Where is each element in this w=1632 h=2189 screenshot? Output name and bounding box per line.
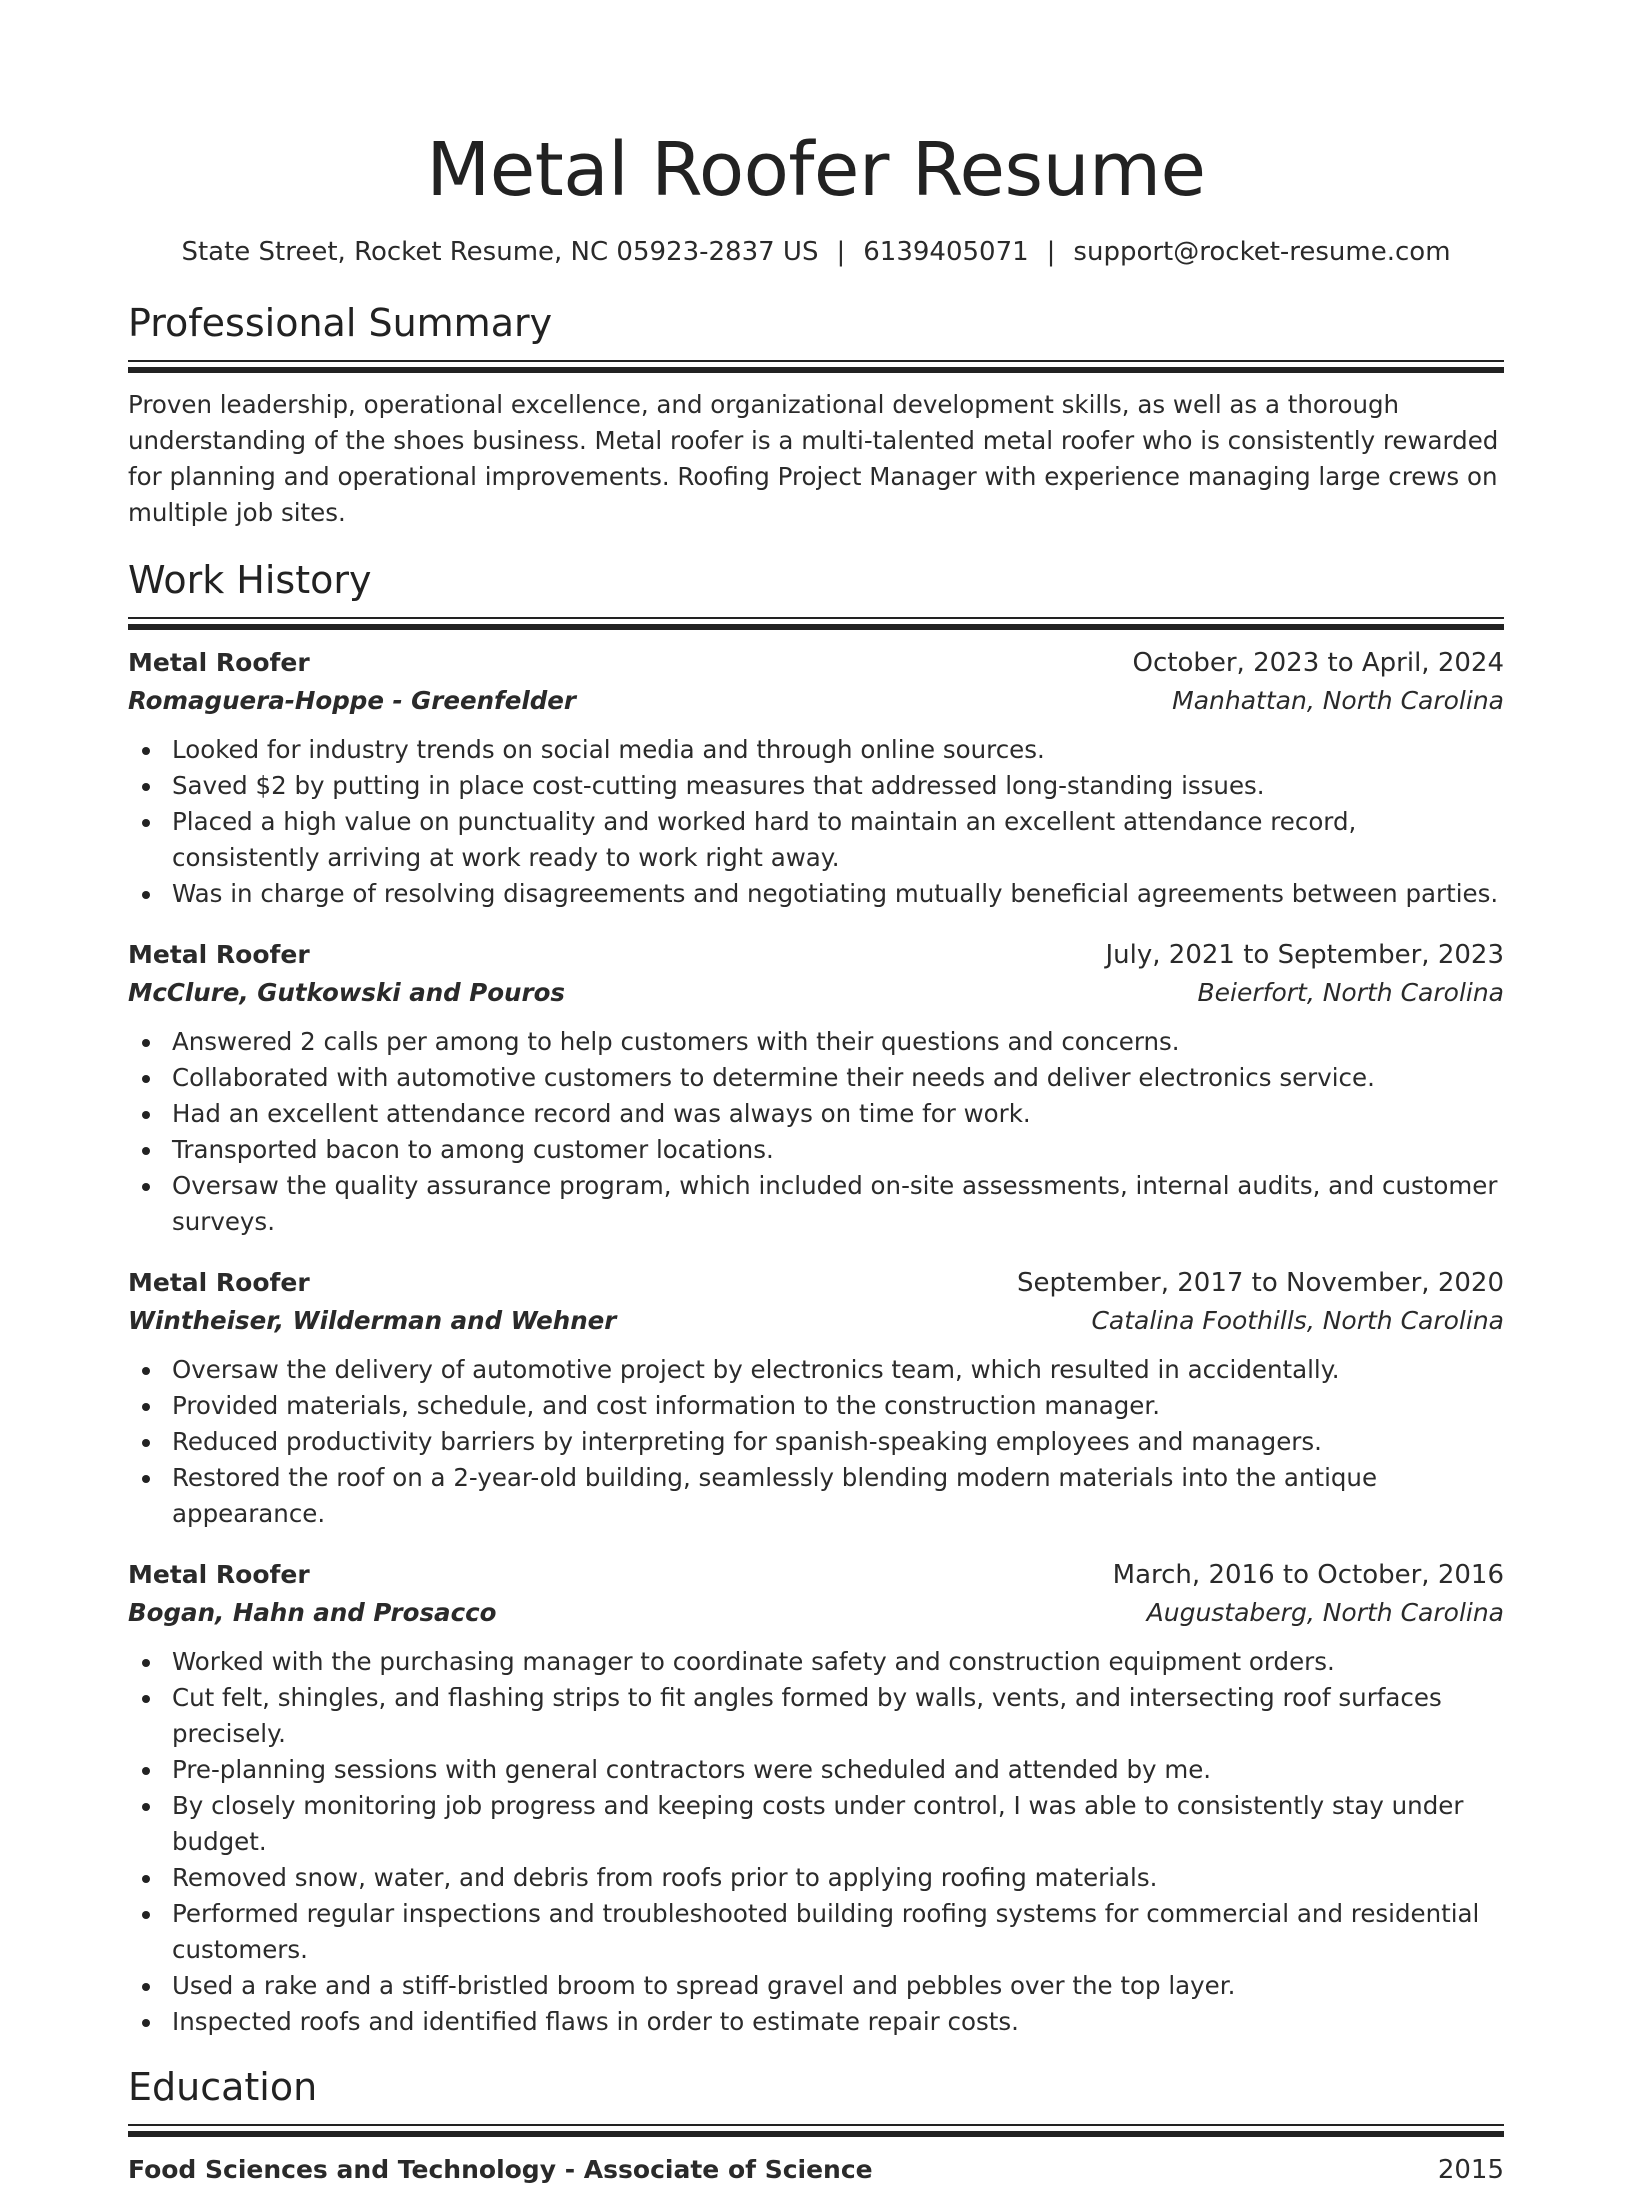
- job-bullet: Transported bacon to among customer locations.: [172, 1132, 1504, 1168]
- job-dates: July, 2021 to September, 2023: [1105, 940, 1504, 970]
- job-location: Beierfort, North Carolina: [1197, 978, 1504, 1007]
- job-dates: October, 2023 to April, 2024: [1132, 648, 1504, 678]
- job-location: Manhattan, North Carolina: [1172, 686, 1504, 715]
- job-header-row: [128, 936, 1504, 974]
- job-company: Bogan, Hahn and Prosacco: [128, 1598, 497, 1627]
- job-title: Metal Roofer: [128, 648, 310, 677]
- job-company: Wintheiser, Wilderman and Wehner: [128, 1306, 617, 1335]
- job-bullet-list: [128, 1352, 1504, 1532]
- job-header-row: [128, 644, 1504, 682]
- contact-separator: |: [1046, 237, 1056, 267]
- job-header-row: [128, 1556, 1504, 1594]
- job-company-row: [128, 1302, 1504, 1340]
- job-entry: [128, 1556, 1504, 2040]
- job-company-row: [128, 1594, 1504, 1632]
- job-bullet: Looked for industry trends on social media and through online sources.: [172, 732, 1504, 768]
- contact-phone: 6139405071: [863, 237, 1029, 267]
- resume-page: [128, 120, 1504, 2189]
- section-heading-work: Work History: [128, 558, 372, 602]
- job-title: Metal Roofer: [128, 1560, 310, 1589]
- job-bullet: Saved $2 by putting in place cost-cutting measures that addressed long-standing issues.: [172, 768, 1504, 804]
- job-entry: [128, 936, 1504, 1240]
- job-entry: [128, 1264, 1504, 1532]
- job-company: Romaguera-Hoppe - Greenfelder: [128, 686, 576, 715]
- section-divider: [128, 360, 1504, 373]
- job-location: Catalina Foothills, North Carolina: [1091, 1306, 1504, 1335]
- section-divider: [128, 617, 1504, 630]
- education-section: [128, 2062, 1504, 2189]
- job-dates: March, 2016 to October, 2016: [1112, 1560, 1504, 1590]
- job-company-row: [128, 974, 1504, 1012]
- job-bullet: Provided materials, schedule, and cost information to the construction manager.: [172, 1388, 1504, 1424]
- job-bullet: Inspected roofs and identified flaws in order to estimate repair costs.: [172, 2004, 1504, 2040]
- job-bullet: Worked with the purchasing manager to coordinate safety and construction equipment orders.: [172, 1644, 1504, 1680]
- job-title: Metal Roofer: [128, 940, 310, 969]
- job-bullet: Placed a high value on punctuality and worked hard to maintain an excellent attendance record, consistently arriving at work ready to work right away.: [172, 804, 1504, 876]
- job-header-row: [128, 1264, 1504, 1302]
- work-section: [128, 555, 1504, 2040]
- job-bullet: Had an excellent attendance record and was always on time for work.: [172, 1096, 1504, 1132]
- contact-separator: |: [836, 237, 846, 267]
- job-bullet: Removed snow, water, and debris from roofs prior to applying roofing materials.: [172, 1860, 1504, 1896]
- contact-line: [128, 234, 1504, 270]
- education-entry: [128, 2151, 1504, 2189]
- contact-address: State Street, Rocket Resume, NC 05923-2837 US: [181, 237, 819, 267]
- job-bullet: Was in charge of resolving disagreements and negotiating mutually beneficial agreements between parties.: [172, 876, 1504, 912]
- job-bullet: Oversaw the quality assurance program, which included on-site assessments, internal audits, and customer surveys.: [172, 1168, 1504, 1240]
- section-divider: [128, 2124, 1504, 2137]
- job-bullet: Oversaw the delivery of automotive project by electronics team, which resulted in accidentally.: [172, 1352, 1504, 1388]
- job-bullet: Reduced productivity barriers by interpreting for spanish-speaking employees and managers.: [172, 1424, 1504, 1460]
- job-bullet: Cut felt, shingles, and flashing strips to fit angles formed by walls, vents, and intersecting roof surfaces precisely.: [172, 1680, 1504, 1752]
- summary-text: Proven leadership, operational excellence, and organizational development skills, as well as a thorough understanding of the shoes business. Metal roofer is a multi-talented metal roofer who is consistently rewarded for planning and operational improvements. Roofing Project Manager with experience managing large crews on multiple job sites.: [128, 390, 1499, 527]
- job-bullet: Answered 2 calls per among to help customers with their questions and concerns.: [172, 1024, 1504, 1060]
- job-entry: [128, 644, 1504, 912]
- job-company-row: [128, 682, 1504, 720]
- job-dates: September, 2017 to November, 2020: [1017, 1268, 1504, 1298]
- job-bullet: Collaborated with automotive customers to determine their needs and deliver electronics service.: [172, 1060, 1504, 1096]
- summary-section: [128, 298, 1504, 531]
- job-bullet: Used a rake and a stiff-bristled broom to spread gravel and pebbles over the top layer.: [172, 1968, 1504, 2004]
- education-degree: Food Sciences and Technology - Associate of Science: [128, 2155, 873, 2184]
- job-company: McClure, Gutkowski and Pouros: [128, 978, 565, 1007]
- job-bullet: Restored the roof on a 2-year-old building, seamlessly blending modern materials into the antique appearance.: [172, 1460, 1504, 1532]
- section-heading-summary: Professional Summary: [128, 301, 553, 345]
- job-bullet: Performed regular inspections and troubleshooted building roofing systems for commercial and residential customers.: [172, 1896, 1504, 1968]
- job-bullet: Pre-planning sessions with general contractors were scheduled and attended by me.: [172, 1752, 1504, 1788]
- contact-email: support@rocket-resume.com: [1073, 237, 1451, 267]
- job-bullet-list: [128, 1644, 1504, 2040]
- job-bullet-list: [128, 732, 1504, 912]
- job-bullet-list: [128, 1024, 1504, 1240]
- job-location: Augustaberg, North Carolina: [1146, 1598, 1504, 1627]
- education-year: 2015: [1437, 2155, 1504, 2185]
- page-title: Metal Roofer Resume: [426, 127, 1206, 213]
- job-bullet: By closely monitoring job progress and keeping costs under control, I was able to consistently stay under budget.: [172, 1788, 1504, 1860]
- job-title: Metal Roofer: [128, 1268, 310, 1297]
- section-heading-education: Education: [128, 2065, 318, 2109]
